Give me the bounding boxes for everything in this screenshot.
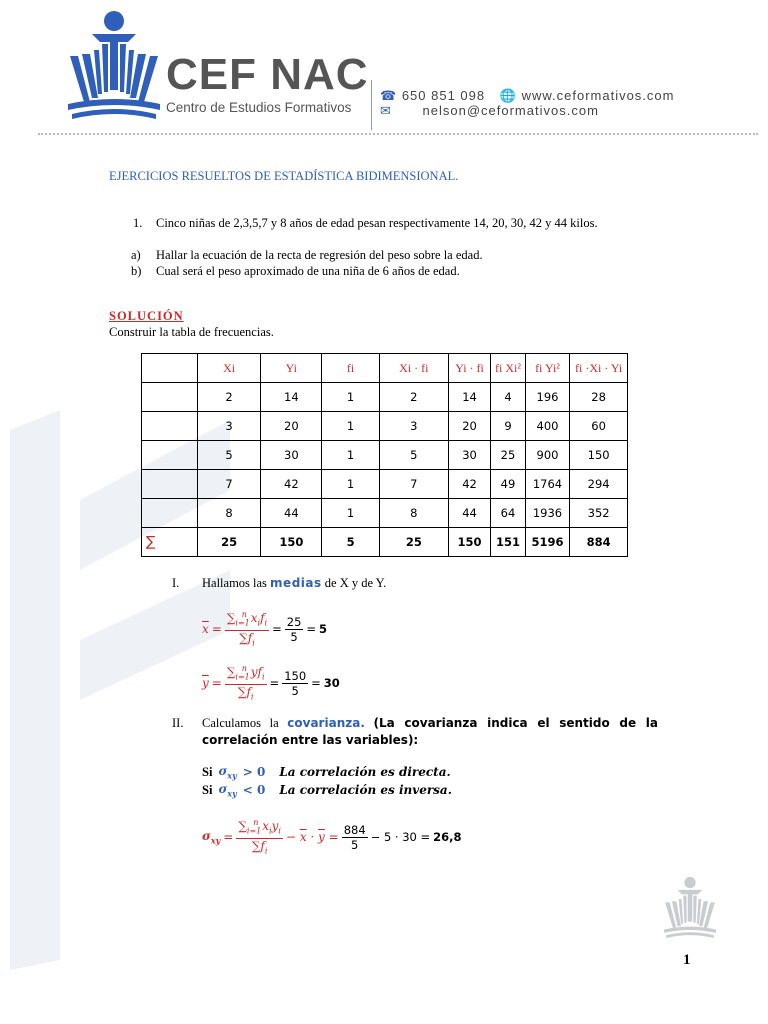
sum-cell: 25 (379, 528, 448, 557)
table-cell (142, 441, 198, 470)
cov-sum-fraction: $\frac{\sum_{i=1}^n x_iy_i}{\sum f_i}$ (238, 818, 281, 856)
page-number: 1 (683, 952, 691, 968)
table-header-cell: fi (322, 354, 380, 383)
table-cell: 1936 (525, 499, 570, 528)
globe-icon: 🌐 (499, 88, 517, 103)
table-cell: 42 (261, 470, 322, 499)
table-cell: 20 (261, 412, 322, 441)
mean-y-fraction (282, 669, 308, 698)
mean-x-den: 5 (290, 629, 298, 644)
cond1-si: Si (202, 764, 213, 779)
table-cell: 3 (197, 412, 261, 441)
sigma-xy-symbol: $\sigma_{xy}$ (218, 782, 237, 799)
table-cell: 3 (379, 412, 448, 441)
mean-x-sum-fraction: $\frac{\sum_{i=1}^n x_if_i}{\sum f_i}$ (226, 610, 268, 648)
table-body (142, 383, 628, 528)
table-cell: 900 (525, 441, 570, 470)
document-title: EJERCICIOS RESUELTOS DE ESTADÍSTICA BIDIMENSIONAL. (109, 169, 459, 183)
table-cell: 25 (491, 441, 525, 470)
header-dotted-line (38, 133, 758, 135)
condition-direct (202, 764, 451, 780)
logo-icon (68, 10, 160, 122)
sum-cell: 884 (570, 528, 628, 557)
table-cell: 150 (570, 441, 628, 470)
table-header-cell: Xi (197, 354, 261, 383)
problem-statement: Cinco niñas de 2,3,5,7 y 8 años de edad pesan respectivamente 14, 20, 30, 42 y 44 kilos. (156, 216, 598, 230)
table-cell: 8 (197, 499, 261, 528)
table-cell: 1 (322, 470, 380, 499)
footer-logo-icon (664, 876, 716, 940)
cov-fraction (342, 823, 368, 852)
mean-x-num: 25 (286, 614, 302, 629)
cond2-text: La correlación es inversa. (279, 783, 452, 798)
table-cell: 44 (261, 499, 322, 528)
step2-number: II. (172, 716, 184, 730)
cov-result: 26,8 (433, 830, 462, 845)
table-cell: 1 (322, 383, 380, 412)
item-b-text: Cual será el peso aproximado de una niña de 6 años de edad. (156, 264, 460, 278)
condition-inverse (202, 782, 452, 798)
table-header-row (142, 354, 628, 383)
table-row (142, 499, 628, 528)
table-cell: 1 (322, 499, 380, 528)
step2-text-after: (La covarianza indica el sentido de la (373, 716, 659, 730)
table-cell: 30 (261, 441, 322, 470)
step1-text-after: de X y de Y. (324, 576, 387, 590)
header-divider (371, 80, 372, 130)
problem-number: 1. (133, 216, 143, 230)
table-cell: 4 (491, 383, 525, 412)
table-cell: 2 (379, 383, 448, 412)
table-cell: 196 (525, 383, 570, 412)
mean-y-num: 150 (284, 668, 307, 683)
phone-icon: ☎ (380, 88, 398, 103)
sum-cell: 150 (261, 528, 322, 557)
step2-keyword: covarianza. (287, 716, 365, 730)
email-link[interactable]: nelson@ceformativos.com (422, 103, 599, 118)
table-header-cell: Xi · fi (379, 354, 448, 383)
email-row (380, 103, 599, 119)
table-cell: 28 (570, 383, 628, 412)
sum-cell: 5 (322, 528, 380, 557)
brand-name: CEF NAC (166, 50, 369, 99)
table-row (142, 470, 628, 499)
mean-x-result: 5 (319, 622, 328, 637)
item-a-label: a) (131, 248, 141, 262)
mean-x-fraction (285, 615, 304, 644)
table-cell: 14 (261, 383, 322, 412)
cond1-rel: > 0 (242, 765, 266, 780)
mean-x-formula: $\overline{x}$ = $\frac{\sum_{i=1}^n x_if_i}{\sum f_i}$ = $\frac{25}{5}$ = 5 (202, 608, 327, 651)
table-cell: 352 (570, 499, 628, 528)
cov-symbol: $\sigma_{xy}$ (202, 829, 221, 846)
table-cell: 2 (197, 383, 261, 412)
sum-cell: 151 (491, 528, 525, 557)
item-a-text: Hallar la ecuación de la recta de regresión del peso sobre la edad. (156, 248, 483, 262)
cov-tail: − 5 · 30 = (370, 830, 431, 845)
cond2-si: Si (202, 782, 213, 797)
sum-cell: 150 (448, 528, 491, 557)
table-cell: 42 (448, 470, 491, 499)
mean-y-den: 5 (291, 683, 299, 698)
step1-text (202, 576, 386, 591)
step1-text-before: Hallamos las (202, 576, 267, 590)
step1-number: I. (172, 576, 180, 590)
table-cell: 7 (379, 470, 448, 499)
table-header-cell: fi Yi² (525, 354, 570, 383)
mean-x-symbol: $\overline{x}$ (202, 622, 209, 637)
mean-y-formula: $\overline{y}$ = $\frac{\sum_{i=1}^n yf_i}{\sum f_i}$ = $\frac{150}{5}$ = 30 (202, 662, 340, 705)
table-cell: 1 (322, 412, 380, 441)
frequency-table (141, 353, 628, 557)
table-cell: 294 (570, 470, 628, 499)
sum-symbol: ∑ (142, 528, 198, 557)
table-cell: 5 (379, 441, 448, 470)
table-cell: 1764 (525, 470, 570, 499)
table-header-cell: fi Xi² (491, 354, 525, 383)
table-header-cell: fi ·Xi · Yi (570, 354, 628, 383)
website-link[interactable]: www.ceformativos.com (521, 88, 675, 103)
cond2-rel: < 0 (242, 783, 266, 798)
table-cell: 14 (448, 383, 491, 412)
table-row (142, 383, 628, 412)
table-sum-row (142, 528, 628, 557)
table-cell: 7 (197, 470, 261, 499)
table-row (142, 441, 628, 470)
table-cell: 5 (197, 441, 261, 470)
table-cell: 49 (491, 470, 525, 499)
step2-text (202, 716, 658, 731)
table-cell: 8 (379, 499, 448, 528)
table-cell (142, 499, 198, 528)
table-cell: 64 (491, 499, 525, 528)
table-header-cell: Yi · fi (448, 354, 491, 383)
table-cell: 30 (448, 441, 491, 470)
table-row (142, 412, 628, 441)
contact-block (380, 88, 680, 104)
table-cell (142, 383, 198, 412)
table-cell: 20 (448, 412, 491, 441)
cov-num: 884 (343, 822, 366, 837)
covariance-formula: $\sigma_{xy}$ = $\frac{\sum_{i=1}^n x_iy_i}{\sum f_i}$ − $\overline{x} \cdot \overline{y}$ = $\frac{884}{5}$ − 5 · 30 = 26,8 (202, 816, 462, 859)
table-cell: 44 (448, 499, 491, 528)
table-cell (142, 470, 198, 499)
sigma-xy-symbol: $\sigma_{xy}$ (218, 764, 237, 781)
cond1-text: La correlación es directa. (279, 765, 451, 780)
sum-cell: 5196 (525, 528, 570, 557)
table-cell: 400 (525, 412, 570, 441)
step2-text-before: Calculamos la (202, 716, 279, 730)
brand-subtitle: Centro de Estudios Formativos (166, 100, 352, 115)
solution-label: SOLUCIÓN (109, 309, 184, 323)
table-header-cell: Yi (261, 354, 322, 383)
table-cell (142, 412, 198, 441)
step1-keyword: medias (270, 576, 322, 590)
mail-icon: ✉ (380, 103, 392, 118)
sum-cell: 25 (197, 528, 261, 557)
mean-y-result: 30 (323, 676, 340, 691)
phone-number: 650 851 098 (401, 88, 486, 103)
table-cell: 60 (570, 412, 628, 441)
table-intro: Construir la tabla de frecuencias. (109, 325, 274, 339)
table-header-cell (142, 354, 198, 383)
table-cell: 1 (322, 441, 380, 470)
mean-y-symbol: $\overline{y}$ (202, 676, 209, 691)
step2-text-line2: correlación entre las variables): (202, 733, 419, 747)
item-b-label: b) (131, 264, 142, 278)
table-cell: 9 (491, 412, 525, 441)
cov-den: 5 (351, 837, 359, 852)
mean-y-sum-fraction: $\frac{\sum_{i=1}^n yf_i}{\sum f_i}$ (226, 664, 265, 702)
